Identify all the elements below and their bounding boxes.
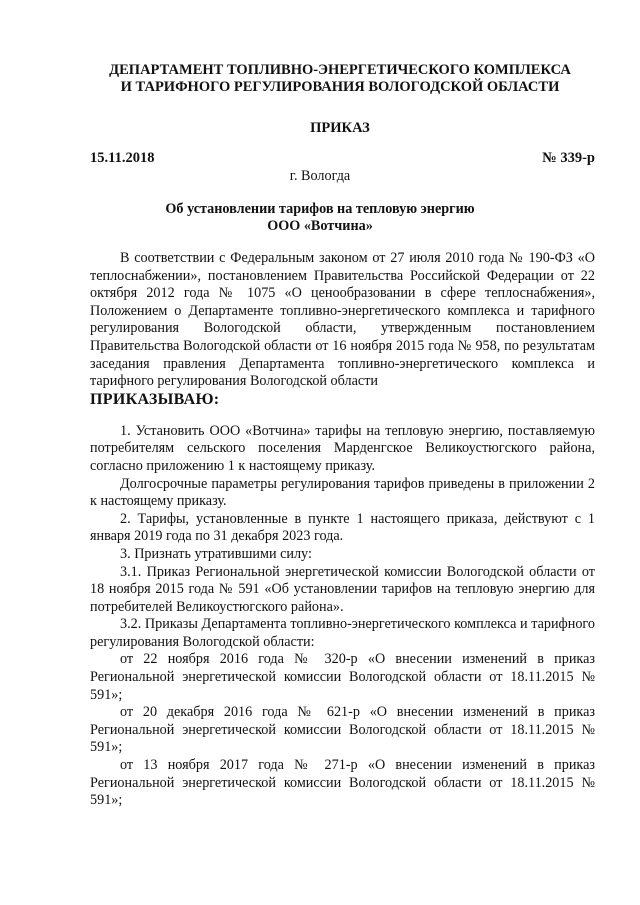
item-3-2-b: от 20 декабря 2016 года № 621-р «О внесении изменений в приказ Региональной энергетической комиссии Вологодской области от 18.11.2015 № 591»; <box>90 704 595 756</box>
preamble: В соответствии с Федеральным законом от 27 июля 2010 года № 190-ФЗ «О теплоснабжении», постановлением Правительства Российской Федерации от 22 октября 2012 года № 1075 «О ценообразовании в сфере теплоснабжения», Положением о Департаменте топливно-энергетического комплекса и тарифного регулирования Вологодской области, утвержденным постановлением Правительства Вологодской области от 16 ноября 2015 года № 958, по результатам заседания правления Департамента топливно-энергетического комплекса и тарифного регулирования Вологодской области <box>90 250 595 390</box>
item-3-2-c: от 13 ноября 2017 года № 271-р «О внесении изменений в приказ Региональной энергетической комиссии Вологодской области от 18.11.2015 № 591»; <box>90 757 595 809</box>
item-3-2: 3.2. Приказы Департамента топливно-энергетического комплекса и тарифного регулирования Вологодской области: <box>90 616 595 650</box>
order-number: № 339-р <box>542 150 595 166</box>
item-3-1: 3.1. Приказ Региональной энергетической комиссии Вологодской области от 18 ноября 2015 года № 591 «Об установлении тарифов на тепловую энергию для потребителей Великоустюгского района». <box>90 563 595 615</box>
order-title: ПРИКАЗ <box>310 120 370 136</box>
department-header <box>60 62 620 96</box>
order-subject <box>0 201 640 235</box>
item-1-params: Долгосрочные параметры регулирования тарифов приведены в приложении 2 к настоящему приказу. <box>90 475 595 510</box>
order-body <box>90 250 595 810</box>
header-line-1: ДЕПАРТАМЕНТ ТОПЛИВНО-ЭНЕРГЕТИЧЕСКОГО КОМПЛЕКСА <box>109 62 571 78</box>
item-3: 3. Признать утратившими силу: <box>120 545 312 562</box>
item-3-2-a: от 22 ноября 2016 года № 320-р «О внесении изменений в приказ Региональной энергетической комиссии Вологодской области от 18.11.2015 № 591»; <box>90 651 595 703</box>
order-city: г. Вологда <box>289 168 351 184</box>
item-2: 2. Тарифы, установленные в пункте 1 настоящего приказа, действуют с 1 января 2019 года по 31 декабря 2023 года. <box>90 510 595 545</box>
item-1: 1. Установить ООО «Вотчина» тарифы на тепловую энергию, поставляемую потребителям сельского поселения Марденгское Великоустюгского района, согласно приложению 1 к настоящему приказу. <box>90 422 595 474</box>
subject-line-1: Об установлении тарифов на тепловую энергию <box>165 201 475 217</box>
subject-line-2: ООО «Вотчина» <box>267 218 373 234</box>
decree-word: ПРИКАЗЫВАЮ: <box>90 390 220 408</box>
header-line-2: И ТАРИФНОГО РЕГУЛИРОВАНИЯ ВОЛОГОДСКОЙ ОБЛАСТИ <box>120 79 560 95</box>
order-date: 15.11.2018 <box>90 150 155 166</box>
